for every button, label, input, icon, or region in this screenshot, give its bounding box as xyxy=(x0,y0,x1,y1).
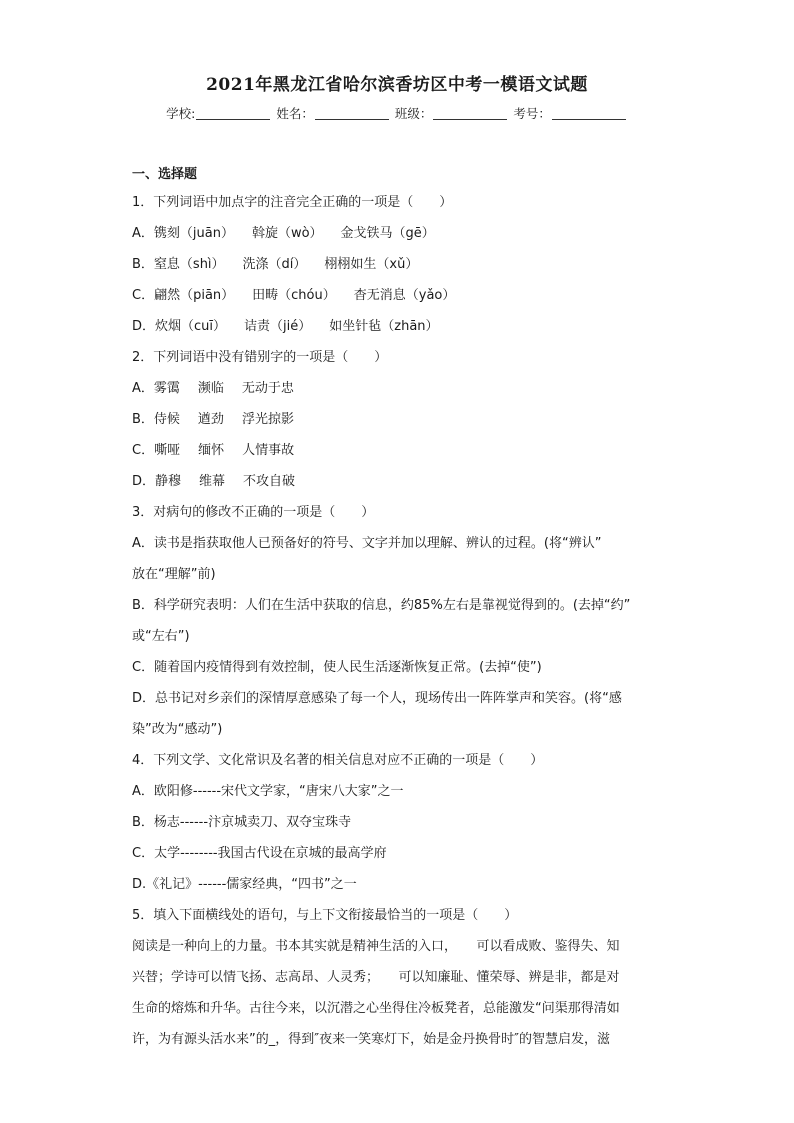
q3-option-a-line1: A．读书是指获取他人已预备好的符号、文字并加以理解、辨认的过程。(将“辨认” xyxy=(132,536,602,551)
q2-b-2: 遒劲 xyxy=(197,412,224,427)
q1-b-3: 栩栩如生（xǔ） xyxy=(324,257,419,272)
q1-a-2: 斡旋（wò） xyxy=(251,226,323,241)
q1-d-1: D．炊烟（cuī） xyxy=(132,319,227,334)
question-1-stem: 1．下列词语中加点字的注音完全正确的一项是（ ） xyxy=(132,195,453,210)
q5-passage-line3: 生命的熔炼和升华。古往今来，以沉潜之心坐得住冷板凳者，总能激发“问渠那得清如 xyxy=(132,1001,620,1016)
question-2-stem: 2．下列词语中没有错别字的一项是（ ） xyxy=(132,350,388,365)
q2-a-3: 无动于忠 xyxy=(241,381,294,396)
class-label: 班级： xyxy=(394,106,433,121)
q2-option-b xyxy=(132,404,664,435)
q3-option-a-line2: 放在“理解”前) xyxy=(132,567,216,582)
q2-d-3: 不攻自破 xyxy=(243,474,296,489)
school-blank xyxy=(196,107,270,120)
question-4-stem: 4．下列文学、文化常识及名著的相关信息对应不正确的一项是（ ） xyxy=(132,753,544,768)
exam-no-label: 考号： xyxy=(513,106,551,121)
q5-passage-line1: 阅读是一种向上的力量。书本其实就是精神生活的入口， 可以看成败、鉴得失、知 xyxy=(132,939,620,954)
q2-c-1: C．嘶哑 xyxy=(132,443,181,458)
q2-c-2: 缅怀 xyxy=(198,443,225,458)
question-5-stem: 5．填入下面横线处的语句，与上下文衔接最恰当的一项是（ ） xyxy=(132,908,518,923)
q2-a-2: 濒临 xyxy=(197,381,224,396)
q2-d-2: 维幕 xyxy=(199,474,226,489)
q1-d-2: 诘责（jié） xyxy=(244,319,312,334)
name-label: 姓名： xyxy=(276,106,314,121)
q4-option-c: C．太学--------我国古代设在京城的最高学府 xyxy=(132,846,387,861)
student-info-line xyxy=(0,104,794,122)
q2-option-c xyxy=(132,435,664,466)
q2-b-1: B．侍候 xyxy=(132,412,180,427)
page-title: 2021年黑龙江省哈尔滨香坊区中考一模语文试题 xyxy=(206,75,588,95)
q1-option-a xyxy=(132,218,664,249)
section-heading: 一、选择题 xyxy=(132,167,198,182)
q1-a-3: 金戈铁马（gē） xyxy=(340,226,435,241)
q1-option-c xyxy=(132,280,664,311)
q1-option-b xyxy=(132,249,664,280)
q5-passage-line2: 兴替；学诗可以情飞扬、志高昂、人灵秀； 可以知廉耻、懂荣辱、辨是非，都是对 xyxy=(132,970,620,985)
class-blank xyxy=(433,107,507,120)
q2-d-1: D．静穆 xyxy=(132,474,182,489)
q4-option-b: B．杨志------汴京城卖刀、双夺宝珠寺 xyxy=(132,815,352,830)
q3-option-c: C．随着国内疫情得到有效控制，使人民生活逐渐恢复正常。(去掉“使”) xyxy=(132,660,542,675)
q4-option-a: A．欧阳修------宋代文学家，“唐宋八大家”之一 xyxy=(132,784,404,799)
q2-option-a xyxy=(132,373,664,404)
q3-option-d-line1: D．总书记对乡亲们的深情厚意感染了每一个人，现场传出一阵阵掌声和笑容。(将“感 xyxy=(132,691,622,706)
q2-c-3: 人情事故 xyxy=(242,443,295,458)
q1-option-d xyxy=(132,311,664,342)
q5-passage-line4: 许，为有源头活水来”的_，得到″夜来一笑寒灯下，始是金丹换骨时″的智慧启发，滋 xyxy=(132,1032,610,1047)
exam-no-blank xyxy=(552,107,626,120)
q2-b-3: 浮光掠影 xyxy=(241,412,294,427)
q1-c-2: 田畴（chóu） xyxy=(252,288,336,303)
school-label: 学校: xyxy=(166,106,196,121)
question-content xyxy=(132,163,664,1055)
q4-option-d: D.《礼记》------儒家经典，“四书”之一 xyxy=(132,877,357,892)
q1-b-2: 洗涤（dí） xyxy=(242,257,307,272)
q2-option-d xyxy=(132,466,664,497)
q3-option-b-line2: 或“左右”) xyxy=(132,629,190,644)
q3-option-b-line1: B．科学研究表明：人们在生活中获取的信息，约85%左右是靠视觉得到的。(去掉“约” xyxy=(132,598,631,613)
name-blank xyxy=(315,107,389,120)
q1-d-3: 如坐针毡（zhān） xyxy=(329,319,439,334)
q3-option-d-line2: 染”改为“感动”) xyxy=(132,722,223,737)
q1-c-3: 杳无消息（yǎo） xyxy=(353,288,456,303)
q1-c-1: C．翩然（piān） xyxy=(132,288,235,303)
q1-b-1: B．窒息（shì） xyxy=(132,257,225,272)
question-3-stem: 3．对病句的修改不正确的一项是（ ） xyxy=(132,505,375,520)
q1-a-1: A．镌刻（juān） xyxy=(132,226,234,241)
q2-a-1: A．雾霭 xyxy=(132,381,180,396)
